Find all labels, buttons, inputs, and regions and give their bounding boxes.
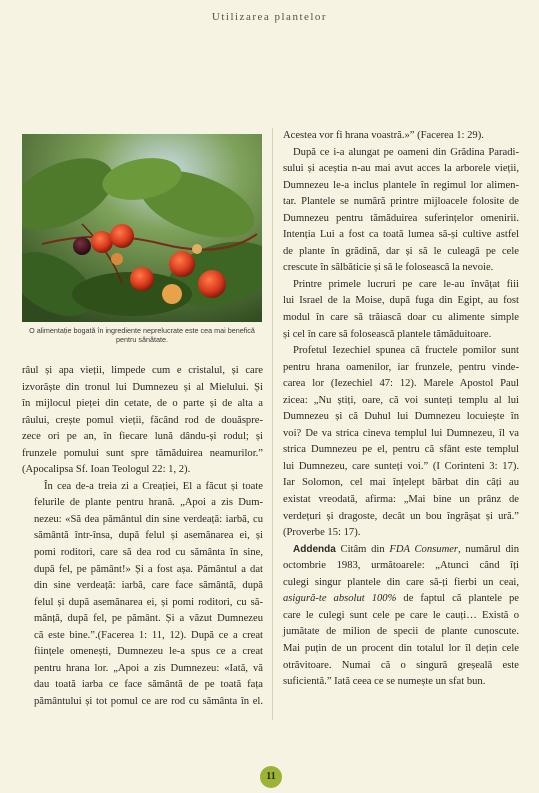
text-line: Intenția Lui a fost ca toată lumea să-și cultive astfel [283, 229, 519, 241]
running-header: Utilizarea plantelor [211, 11, 328, 23]
text-line: Mai puțin de un procent din totalul lor îl dețin cele [283, 642, 519, 654]
text-line: verdețuri și dragoste, decât un bou îngrășat și ură.” [283, 510, 519, 522]
paragraph [283, 277, 519, 343]
text-line: și cel în care să folosească plantele tămăduitoare. [283, 328, 492, 340]
text-line: Dumnezeu pentru tămăduirea suferințelor omenirii. [283, 212, 519, 224]
caption-line: O alimentație bogată în ingrediente neprelucrate este cea mai benefică [29, 326, 255, 335]
inline-text: , numărul din [458, 543, 519, 555]
text-line: Dumnezeu și că Duhul lui Dumnezeu locuiește în [283, 411, 519, 423]
text-line: Profetul Iezechiel spunea că fructele pomilor sunt [293, 345, 519, 357]
text-line: lui Israel de la Moise, după fuga din Egipt, au fost [283, 295, 519, 307]
text-line: frunzele pomului sunt spre tămăduirea neamurilor.” [22, 447, 263, 459]
text-line: pentru hrana lor. „Apoi a zis Dumnezeu: «Iată, vă [34, 662, 263, 674]
text-line: dau toată iarba ce face sământă de pe toată fața [34, 679, 263, 691]
left-column [22, 363, 263, 710]
text-line: de plante în grădină, dar și să le culeagă pe cele [283, 245, 519, 257]
text-line: octombrie 1983, următoarele: „Atunci când îți [283, 560, 519, 572]
text-line: tar. Plantele se numără printre mijloacele folosite de [283, 196, 519, 208]
text-line: lui Dumnezeu, care sunteți voi.” (I Corinteni 3: 17). [283, 460, 519, 472]
caption-line: pentru sănătate. [116, 335, 168, 344]
text-line: mânță, după fel, pe pământ. Și a văzut Dumnezeu [34, 613, 263, 625]
text-line: existat vreodată, afirma: „Mai bine un prânz de [283, 494, 519, 506]
text-line: zicea: „Nu știți, oare, că voi sunteți templu al lui [283, 394, 519, 406]
inline-text: de faptul că plantele pe [396, 593, 519, 605]
text-line: Iar Solomon, cel mai înțelept bărbat din câți au [283, 477, 519, 489]
text-line: felurile de plante pentru hrană. „Apoi a zis Dum- [34, 497, 263, 509]
addenda-label: Addenda [293, 543, 336, 555]
text-line: care le culegi sunt cele pe care le cauți… Există o [283, 609, 519, 621]
text-line: pentru hrana oamenilor, iar frunzele, pentru vinde- [283, 361, 519, 373]
text-line: strica Dumnezeu pe el, pentru că sfânt este templul [283, 444, 519, 456]
text-line: că este bine.”.(Facerea 1: 11, 12). După ce a creat [34, 629, 263, 641]
paragraph [283, 343, 519, 542]
addenda-paragraph [283, 542, 519, 691]
text-line: Acestea vor fi hrana voastră.»” (Facerea 1: 29). [283, 130, 484, 141]
page-number-badge: 11 [260, 766, 282, 788]
inline-text: Citâm din [335, 543, 390, 555]
publication-title: FDA Consumer [389, 543, 459, 555]
text-line: crescute în sălbăticie și să le folosească la nevoie. [283, 262, 494, 274]
text-line [283, 591, 519, 608]
text-line: jumătate de milion de specii de plante cunoscute. [283, 626, 519, 638]
text-line: zece ori pe an, în fiecare lună dându-și rodul; și [22, 431, 263, 443]
text-line: sământă într-însa, după felul și asemănarea ei, și [34, 530, 263, 542]
text-line: izvorăște din tronul lui Dumnezeu și al Mielului. Și [22, 381, 263, 393]
text-line: felul și după asemănarea ei, și pomi roditori, cu să- [34, 596, 263, 608]
figure-caption [22, 326, 262, 344]
paragraph [22, 363, 263, 479]
text-line: După ce i-a alungat pe oameni din Grădina Paradi- [293, 146, 519, 158]
text-line [283, 542, 519, 559]
text-line: din sine verdeață: iarbă, care face sământă, după [34, 580, 263, 592]
text-line: otrăvitoare. Numai că o singură greșeală este [283, 659, 519, 671]
emphasis-text: asigură-te absolut 100% [283, 593, 397, 605]
column-divider [272, 128, 273, 720]
text-line: modul în care să trăiască doar cu alimente simple [283, 312, 519, 324]
text-line: (Apocalipsa Sf. Ioan Teologul 22: 1, 2). [22, 464, 191, 476]
paragraph [22, 479, 263, 711]
text-line: suficientă.” Iată ceea ce se numește un sfat bun. [283, 676, 486, 688]
text-line: voi? De va strica cineva templul lui Dumnezeu, îl va [283, 427, 519, 439]
text-line: Dumnezeu le-a inclus plantele în regimul lor alimen- [283, 179, 519, 191]
text-line: Printre primele lucruri pe care le-au învățat fiii [293, 278, 519, 290]
text-line: pământului și tot pomul ce are rod cu sământa în el. [34, 695, 263, 707]
text-line: râului, crește pomul vieții, făcând rod de douăspre- [22, 414, 263, 426]
text-line: În cea de-a treia zi a Creației, El a făcut și toate [44, 480, 263, 492]
paragraph [283, 128, 519, 277]
text-line: după fel, pe pământ!» Și a fost așa. Pământul a dat [34, 563, 263, 575]
right-column [283, 128, 519, 691]
raspberry-photo [22, 134, 262, 322]
text-line: în mijlocul pieței din cetate, de o parte și de alta a [22, 398, 263, 410]
text-line: culegi singur plantele din care să-ți fierbi un ceai, [283, 576, 519, 588]
raspberry-illustration [22, 134, 262, 322]
text-line: (Proverbe 15: 17). [283, 527, 361, 539]
text-line: nezeu: «Să dea pământul din sine verdeață: iarbă, cu [34, 513, 263, 525]
text-line: pomi roditori, care să dea rod cu sământa în sine, [34, 547, 263, 559]
text-line: ființele omenești, Dumnezeu le-a spus ce a creat [34, 646, 263, 658]
text-line: râul și apa vieții, limpede cum e cristalul, și care [22, 365, 263, 376]
text-line: sului și aceștia n-au mai avut acces la arborele vieții, [283, 163, 519, 175]
text-line: carea lor (Iezechiel 47: 12). Marele Apostol Paul [283, 378, 519, 390]
